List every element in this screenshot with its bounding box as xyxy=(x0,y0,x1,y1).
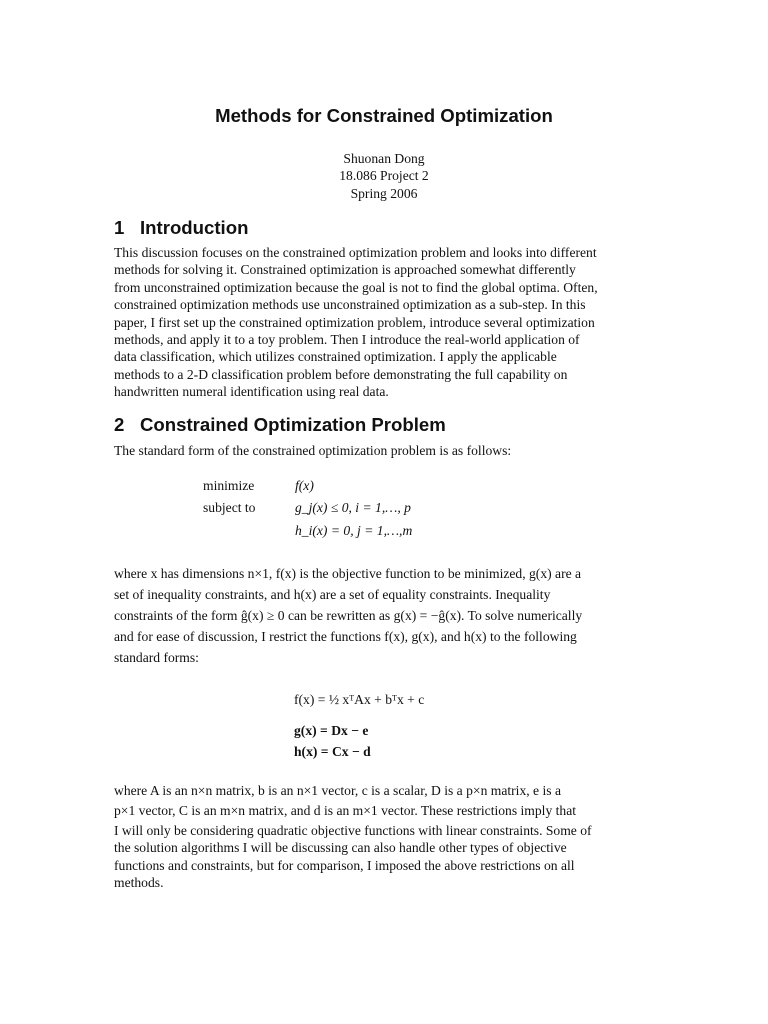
where2-line: I will only be considering quadratic objective functions with linear constraints. Some of xyxy=(114,823,592,838)
intro-line: from unconstrained optimization because the goal is not to find the global optima. Often, xyxy=(114,279,598,295)
where1-line: constraints of the form ĝ(x) ≥ 0 can be rewritten as g(x) = −ĝ(x). To solve numerically xyxy=(114,608,583,623)
where1-line: and for ease of discussion, I restrict the functions f(x), g(x), and h(x) to the following xyxy=(114,629,577,644)
equality-constraint-expression: h_i(x) = 0, j = 1,…,m xyxy=(295,523,413,538)
section-title: Constrained Optimization Problem xyxy=(140,414,446,435)
standard-form-f: f(x) = ½ xᵀAx + bᵀx + c xyxy=(294,692,425,707)
intro-paragraph xyxy=(114,244,654,401)
section-number: 2 xyxy=(114,414,125,435)
intro-line: methods for solving it. Constrained optimization is approached somewhat differently xyxy=(114,262,576,278)
paper-title: Methods for Constrained Optimization xyxy=(215,105,553,126)
where-paragraph-2 xyxy=(114,782,654,892)
intro-line: data classification, which utilizes constrained optimization. I apply the applicable xyxy=(114,349,557,365)
where-paragraph-1 xyxy=(114,563,654,668)
where2-line: where A is an n×n matrix, b is an n×1 vector, c is a scalar, D is a p×n matrix, e is a xyxy=(114,783,561,798)
where1-line: where x has dimensions n×1, f(x) is the objective function to be minimized, g(x) are a xyxy=(114,566,582,581)
where2-line: functions and constraints, but for comparison, I imposed the above restrictions on all xyxy=(114,857,575,873)
objective-expression: f(x) xyxy=(295,478,314,493)
section-heading-constrained-optimization xyxy=(114,413,446,437)
where1-line: standard forms: xyxy=(114,650,199,665)
where1-line: set of inequality constraints, and h(x) are a set of equality constraints. Inequality xyxy=(114,587,551,602)
section-heading-introduction xyxy=(114,216,248,240)
intro-line: paper, I first set up the constrained optimization problem, introduce several optimization xyxy=(114,314,595,330)
standard-form-g: g(x) = Dx − e xyxy=(294,723,369,738)
problem-lead: The standard form of the constrained optimization problem is as follows: xyxy=(114,443,512,458)
where2-line: methods. xyxy=(114,875,164,891)
where2-line: the solution algorithms I will be discussing can also handle other types of objective xyxy=(114,840,567,856)
section-number: 1 xyxy=(114,217,125,238)
intro-line: constrained optimization methods use unconstrained optimization as a sub-step. In this xyxy=(114,297,586,313)
where2-line: p×1 vector, C is an m×n matrix, and d is an m×1 vector. These restrictions imply that xyxy=(114,803,577,818)
intro-line: handwritten numeral identification using real data. xyxy=(114,384,389,400)
intro-line: methods, and apply it to a toy problem. Then I introduce the real-world application of xyxy=(114,332,580,348)
problem-objective-row xyxy=(114,476,654,496)
standard-form-h: h(x) = Cx − d xyxy=(294,744,371,759)
section-title: Introduction xyxy=(140,217,249,238)
author-term: Spring 2006 xyxy=(350,185,418,201)
author-course: 18.086 Project 2 xyxy=(339,168,429,184)
problem-inequality-row xyxy=(114,498,654,518)
intro-line: methods to a 2-D classification problem before demonstrating the full capability on xyxy=(114,366,568,382)
author-name: Shuonan Dong xyxy=(343,151,425,166)
subject-to-label: subject to xyxy=(203,500,256,515)
inequality-constraint-expression: g_j(x) ≤ 0, i = 1,…, p xyxy=(295,500,411,515)
minimize-label: minimize xyxy=(203,478,255,493)
problem-equality-row xyxy=(114,521,654,541)
intro-line: This discussion focuses on the constrained optimization problem and looks into different xyxy=(114,245,597,260)
author-block xyxy=(114,150,654,202)
